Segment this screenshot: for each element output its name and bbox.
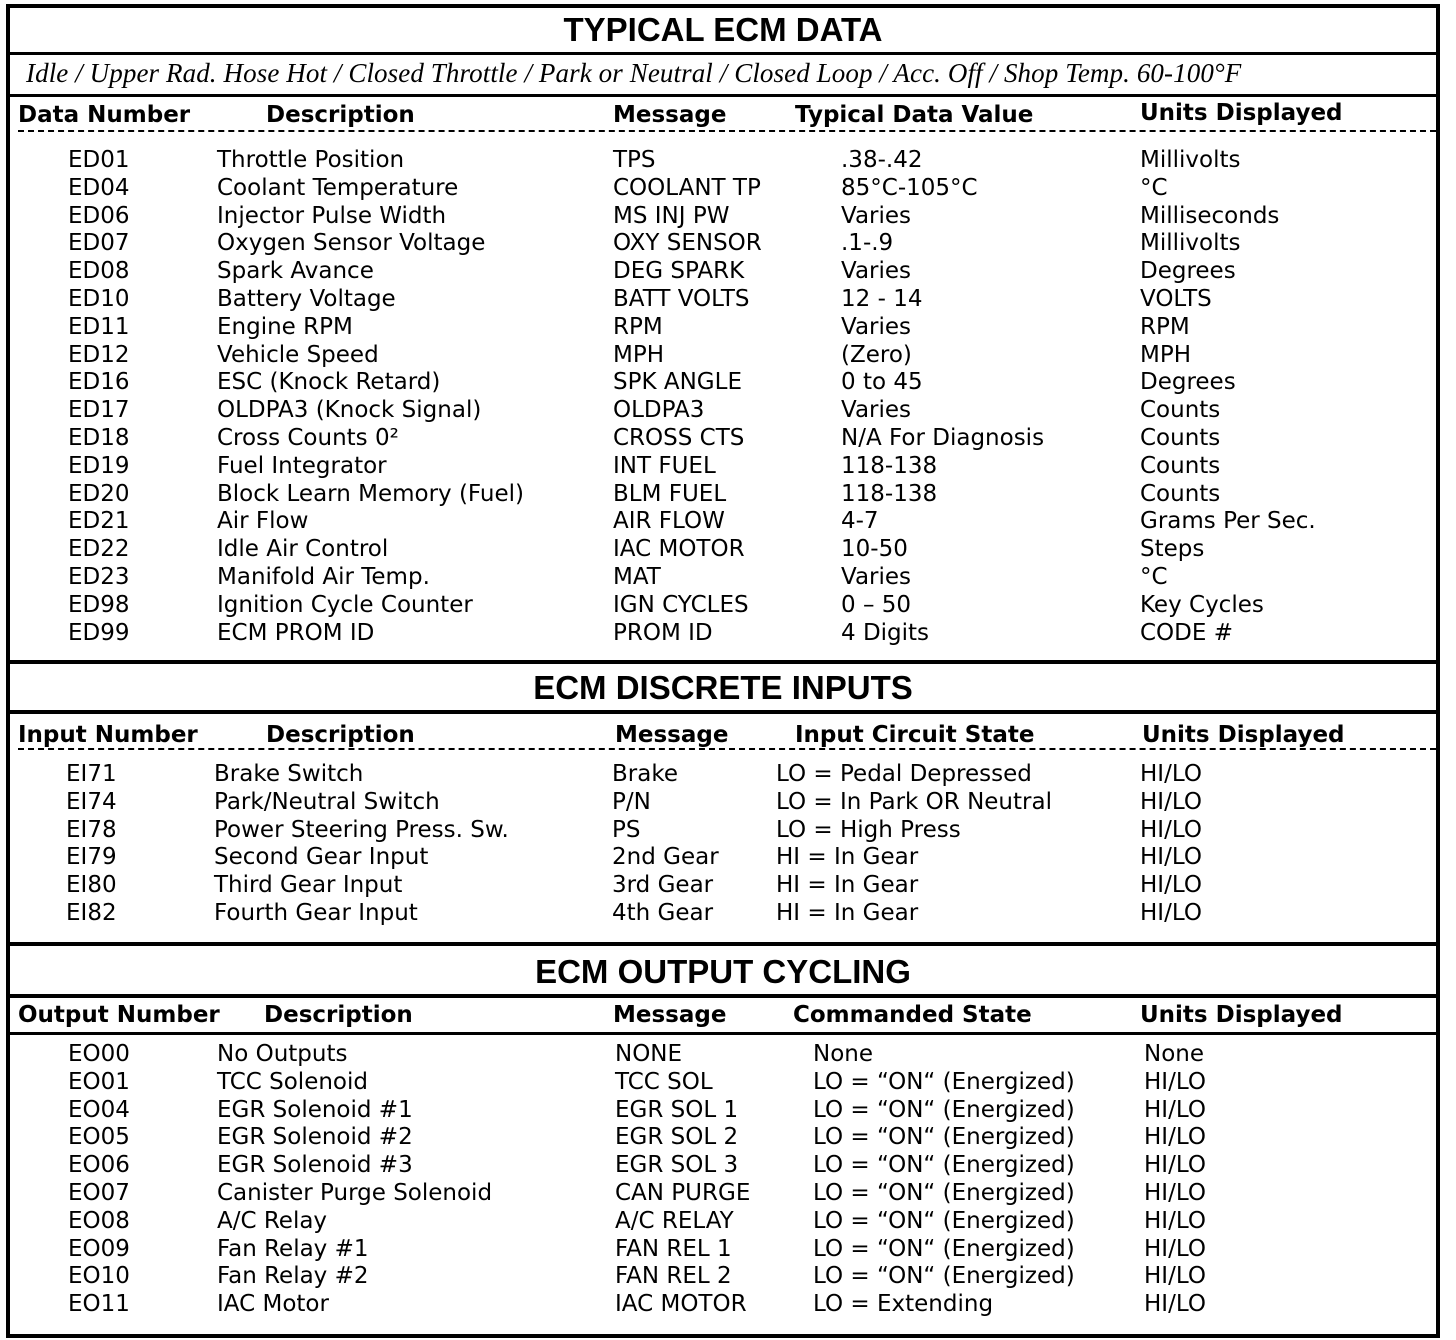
- table-row: [10, 760, 1436, 788]
- ecm-data-chart: [6, 4, 1440, 1338]
- table-row: [10, 507, 1436, 535]
- cell-message: DEG SPARK: [613, 258, 745, 285]
- cell-number: EO08: [68, 1207, 130, 1234]
- cell-number: EO01: [68, 1068, 130, 1095]
- data-table-header: [10, 98, 1436, 132]
- cell-message: P/N: [612, 788, 651, 815]
- cell-value: 4 Digits: [841, 619, 930, 646]
- cell-units: HI/LO: [1140, 816, 1202, 843]
- col-description: Description: [266, 102, 415, 128]
- cell-number: EI74: [66, 788, 117, 815]
- cell-units: HI/LO: [1140, 844, 1202, 871]
- cell-description: ESC (Knock Retard): [217, 369, 441, 396]
- cell-number: EI71: [66, 761, 117, 787]
- table-row: [10, 424, 1436, 452]
- table-row: [10, 535, 1436, 563]
- cell-number: ED22: [68, 536, 130, 563]
- cell-state: LO = “ON“ (Energized): [813, 1235, 1075, 1262]
- cell-description: Fan Relay #1: [217, 1235, 369, 1262]
- cell-description: Coolant Temperature: [217, 174, 459, 201]
- cell-message: IAC MOTOR: [613, 536, 745, 563]
- cell-description: Fan Relay #2: [217, 1263, 369, 1290]
- cell-units: Degrees: [1140, 369, 1236, 396]
- cell-state: LO = Extending: [813, 1291, 994, 1318]
- test-conditions: Idle / Upper Rad. Hose Hot / Closed Throttle / Park or Neutral / Closed Loop / Acc. Off / Shop Temp. 60-100°F: [26, 58, 1242, 88]
- cell-state: HI = In Gear: [776, 844, 919, 871]
- cell-state: LO = “ON“ (Energized): [813, 1068, 1075, 1095]
- cell-units: HI/LO: [1140, 761, 1202, 787]
- cell-message: MAT: [613, 563, 661, 590]
- table-row: [10, 619, 1436, 647]
- col-message: Message: [613, 102, 727, 128]
- table-row: [10, 843, 1436, 871]
- cell-units: VOLTS: [1140, 285, 1212, 312]
- cell-message: SPK ANGLE: [613, 369, 742, 396]
- cell-number: EO09: [68, 1235, 130, 1262]
- cell-description: Air Flow: [217, 508, 309, 535]
- cell-description: Injector Pulse Width: [217, 202, 447, 229]
- table-row: [10, 591, 1436, 619]
- cell-message: IAC MOTOR: [615, 1291, 747, 1318]
- cell-description: Fourth Gear Input: [214, 899, 418, 926]
- cell-message: EGR SOL 3: [615, 1152, 739, 1179]
- cell-number: EO00: [68, 1041, 130, 1067]
- cell-message: FAN REL 1: [615, 1235, 732, 1262]
- cell-value: Varies: [841, 563, 912, 590]
- col-description: Description: [264, 1002, 413, 1028]
- table-row: [10, 899, 1436, 927]
- cell-units: Steps: [1140, 536, 1205, 563]
- cell-state: LO = “ON“ (Energized): [813, 1263, 1075, 1290]
- cell-description: Park/Neutral Switch: [214, 788, 440, 815]
- cell-number: EI80: [66, 872, 117, 899]
- cell-number: ED20: [68, 480, 130, 507]
- cell-description: EGR Solenoid #2: [217, 1124, 413, 1151]
- cell-number: ED11: [68, 313, 130, 340]
- cell-units: HI/LO: [1144, 1291, 1206, 1318]
- cell-description: TCC Solenoid: [217, 1068, 368, 1095]
- cell-state: HI = In Gear: [776, 872, 919, 899]
- table-row: [10, 285, 1436, 313]
- cell-message: 3rd Gear: [612, 872, 714, 899]
- cell-units: Milliseconds: [1140, 202, 1280, 229]
- cell-units: HI/LO: [1144, 1068, 1206, 1095]
- col-input-number: Input Number: [18, 722, 198, 748]
- cell-number: ED01: [68, 147, 130, 173]
- table-row: [10, 229, 1436, 257]
- section-divider: [10, 942, 1436, 946]
- table-row: [10, 788, 1436, 816]
- cell-units: HI/LO: [1144, 1207, 1206, 1234]
- cell-description: Idle Air Control: [217, 536, 389, 563]
- cell-units: Counts: [1140, 480, 1221, 507]
- cell-description: Vehicle Speed: [217, 341, 379, 368]
- cell-description: EGR Solenoid #1: [217, 1096, 413, 1123]
- cell-message: BATT VOLTS: [613, 285, 750, 312]
- cell-description: No Outputs: [217, 1041, 348, 1067]
- cell-value: 0 – 50: [841, 591, 912, 618]
- cell-number: EI78: [66, 816, 117, 843]
- col-commanded-state: Commanded State: [793, 1002, 1032, 1028]
- cell-units: Key Cycles: [1140, 591, 1264, 618]
- cell-number: ED98: [68, 591, 130, 618]
- cell-value: 10-50: [841, 536, 908, 563]
- cell-state: LO = “ON“ (Energized): [813, 1179, 1075, 1206]
- cell-value: Varies: [841, 202, 912, 229]
- cell-value: .1-.9: [841, 230, 894, 257]
- cell-message: 2nd Gear: [612, 844, 719, 871]
- cell-description: Cross Counts 0²: [217, 424, 399, 451]
- cell-description: Oxygen Sensor Voltage: [217, 230, 486, 257]
- table-row: [10, 480, 1436, 508]
- cell-message: BLM FUEL: [613, 480, 727, 507]
- cell-value: 12 - 14: [841, 285, 923, 312]
- cell-number: EI79: [66, 844, 117, 871]
- cell-message: AIR FLOW: [613, 508, 725, 535]
- cell-state: LO = “ON“ (Energized): [813, 1124, 1075, 1151]
- divider: [10, 52, 1436, 55]
- cell-message: EGR SOL 2: [615, 1124, 739, 1151]
- cell-number: EO04: [68, 1096, 130, 1123]
- cell-message: IGN CYCLES: [613, 591, 749, 618]
- header-dashed-rule: [18, 748, 1436, 750]
- cell-state: None: [813, 1041, 874, 1067]
- cell-number: ED10: [68, 285, 130, 312]
- cell-value: 118-138: [841, 480, 938, 507]
- table-row: [10, 816, 1436, 844]
- table-row: [10, 1123, 1436, 1151]
- cell-message: 4th Gear: [612, 899, 714, 926]
- col-typical-value: Typical Data Value: [795, 102, 1034, 128]
- cell-units: RPM: [1140, 313, 1190, 340]
- cell-state: LO = High Press: [776, 816, 961, 843]
- col-input-state: Input Circuit State: [795, 722, 1035, 748]
- cell-units: HI/LO: [1140, 872, 1202, 899]
- col-message: Message: [613, 1002, 727, 1028]
- page-title: TYPICAL ECM DATA: [563, 11, 883, 48]
- cell-message: A/C RELAY: [615, 1207, 734, 1234]
- cell-units: CODE #: [1140, 619, 1233, 646]
- cell-value: .38-.42: [841, 147, 923, 173]
- cell-description: IAC Motor: [217, 1291, 329, 1318]
- cell-message: Brake: [612, 761, 678, 787]
- cell-description: Canister Purge Solenoid: [217, 1179, 493, 1206]
- cell-message: INT FUEL: [613, 452, 716, 479]
- cell-description: Engine RPM: [217, 313, 353, 340]
- cell-number: EO10: [68, 1263, 130, 1290]
- cell-message: PS: [612, 816, 641, 843]
- col-description: Description: [266, 722, 415, 748]
- cell-units: Degrees: [1140, 258, 1236, 285]
- cell-number: EI82: [66, 899, 117, 926]
- col-units: Units Displayed: [1140, 1002, 1343, 1028]
- cell-message: TPS: [613, 147, 656, 173]
- cell-number: EO11: [68, 1291, 130, 1318]
- cell-units: °C: [1140, 563, 1168, 590]
- cell-number: ED08: [68, 258, 130, 285]
- cell-units: HI/LO: [1140, 899, 1202, 926]
- cell-value: Varies: [841, 258, 912, 285]
- cell-units: Counts: [1140, 424, 1221, 451]
- cell-value: 85°C-105°C: [841, 174, 978, 201]
- table-row: [10, 146, 1436, 174]
- cell-message: FAN REL 2: [615, 1263, 732, 1290]
- cell-value: (Zero): [841, 341, 912, 368]
- cell-message: RPM: [613, 313, 663, 340]
- col-units: Units Displayed: [1142, 722, 1345, 748]
- cell-units: MPH: [1140, 341, 1192, 368]
- cell-state: LO = “ON“ (Energized): [813, 1207, 1075, 1234]
- table-row: [10, 1096, 1436, 1124]
- cell-message: MS INJ PW: [613, 202, 730, 229]
- cell-message: EGR SOL 1: [615, 1096, 739, 1123]
- cell-units: HI/LO: [1144, 1263, 1206, 1290]
- outputs-table-header: [10, 998, 1436, 1032]
- cell-message: OLDPA3: [613, 397, 705, 424]
- cell-state: HI = In Gear: [776, 899, 919, 926]
- section-divider: [10, 710, 1436, 714]
- cell-number: ED19: [68, 452, 130, 479]
- table-row: [10, 1068, 1436, 1096]
- cell-units: HI/LO: [1144, 1124, 1206, 1151]
- cell-state: LO = Pedal Depressed: [776, 761, 1032, 787]
- cell-message: OXY SENSOR: [613, 230, 762, 257]
- cell-units: HI/LO: [1144, 1179, 1206, 1206]
- cell-number: ED16: [68, 369, 130, 396]
- cell-description: Spark Avance: [217, 258, 374, 285]
- cell-number: EO07: [68, 1179, 130, 1206]
- table-row: [10, 396, 1436, 424]
- cell-number: ED21: [68, 508, 130, 535]
- cell-description: Brake Switch: [214, 761, 364, 787]
- table-row: [10, 1290, 1436, 1318]
- cell-description: Fuel Integrator: [217, 452, 387, 479]
- table-row: [10, 1262, 1436, 1290]
- table-row: [10, 1179, 1436, 1207]
- cell-value: 4-7: [841, 508, 879, 535]
- cell-description: OLDPA3 (Knock Signal): [217, 397, 482, 424]
- col-units: Units Displayed: [1140, 100, 1343, 126]
- cell-number: ED99: [68, 619, 130, 646]
- cell-value: 118-138: [841, 452, 938, 479]
- cell-number: EO06: [68, 1152, 130, 1179]
- table-row: [10, 452, 1436, 480]
- header-rule: [10, 1032, 1436, 1035]
- cell-description: Throttle Position: [217, 147, 405, 173]
- cell-message: PROM ID: [613, 619, 713, 646]
- col-output-number: Output Number: [18, 1002, 220, 1028]
- cell-description: Second Gear Input: [214, 844, 429, 871]
- cell-units: None: [1144, 1041, 1205, 1067]
- cell-description: EGR Solenoid #3: [217, 1152, 413, 1179]
- cell-number: ED04: [68, 174, 130, 201]
- table-row: [10, 341, 1436, 369]
- table-row: [10, 257, 1436, 285]
- cell-description: Power Steering Press. Sw.: [214, 816, 509, 843]
- cell-number: ED12: [68, 341, 130, 368]
- data-table-body: [10, 146, 1436, 646]
- cell-message: TCC SOL: [615, 1068, 713, 1095]
- table-row: [10, 368, 1436, 396]
- col-message: Message: [615, 722, 729, 748]
- cell-value: Varies: [841, 313, 912, 340]
- table-row: [10, 1040, 1436, 1068]
- cell-value: N/A For Diagnosis: [841, 424, 1045, 451]
- cell-number: ED07: [68, 230, 130, 257]
- table-row: [10, 174, 1436, 202]
- inputs-table-header: [10, 718, 1436, 752]
- cell-state: LO = “ON“ (Energized): [813, 1096, 1075, 1123]
- cell-description: Third Gear Input: [214, 872, 403, 899]
- cell-number: ED18: [68, 424, 130, 451]
- cell-units: HI/LO: [1140, 788, 1202, 815]
- cell-state: LO = In Park OR Neutral: [776, 788, 1052, 815]
- cell-value: 0 to 45: [841, 369, 923, 396]
- cell-number: EO05: [68, 1124, 130, 1151]
- cell-units: HI/LO: [1144, 1235, 1206, 1262]
- table-row: [10, 202, 1436, 230]
- cell-state: LO = “ON“ (Energized): [813, 1152, 1075, 1179]
- header-dashed-rule: [18, 130, 1436, 132]
- cell-units: Counts: [1140, 397, 1221, 424]
- table-row: [10, 871, 1436, 899]
- table-row: [10, 313, 1436, 341]
- col-data-number: Data Number: [18, 102, 191, 128]
- cell-units: HI/LO: [1144, 1096, 1206, 1123]
- cell-message: CAN PURGE: [615, 1179, 751, 1206]
- outputs-table-body: [10, 1040, 1436, 1318]
- inputs-section-title: ECM DISCRETE INPUTS: [533, 669, 913, 706]
- cell-units: Millivolts: [1140, 230, 1241, 257]
- cell-units: Millivolts: [1140, 147, 1241, 173]
- cell-description: Battery Voltage: [217, 285, 396, 312]
- cell-description: ECM PROM ID: [217, 619, 375, 646]
- cell-message: NONE: [615, 1041, 683, 1067]
- cell-description: Block Learn Memory (Fuel): [217, 480, 524, 507]
- cell-number: ED23: [68, 563, 130, 590]
- section-divider: [10, 660, 1436, 664]
- cell-units: Grams Per Sec.: [1140, 508, 1316, 535]
- table-row: [10, 1207, 1436, 1235]
- cell-description: A/C Relay: [217, 1207, 328, 1234]
- cell-value: Varies: [841, 397, 912, 424]
- cell-message: CROSS CTS: [613, 424, 745, 451]
- cell-units: HI/LO: [1144, 1152, 1206, 1179]
- cell-message: COOLANT TP: [613, 174, 761, 201]
- table-row: [10, 563, 1436, 591]
- outputs-section-title: ECM OUTPUT CYCLING: [535, 953, 911, 990]
- cell-description: Manifold Air Temp.: [217, 563, 430, 590]
- cell-units: Counts: [1140, 452, 1221, 479]
- cell-number: ED06: [68, 202, 130, 229]
- cell-description: Ignition Cycle Counter: [217, 591, 473, 618]
- cell-message: MPH: [613, 341, 665, 368]
- table-row: [10, 1151, 1436, 1179]
- table-row: [10, 1235, 1436, 1263]
- cell-units: °C: [1140, 174, 1168, 201]
- cell-number: ED17: [68, 397, 130, 424]
- inputs-table-body: [10, 760, 1436, 927]
